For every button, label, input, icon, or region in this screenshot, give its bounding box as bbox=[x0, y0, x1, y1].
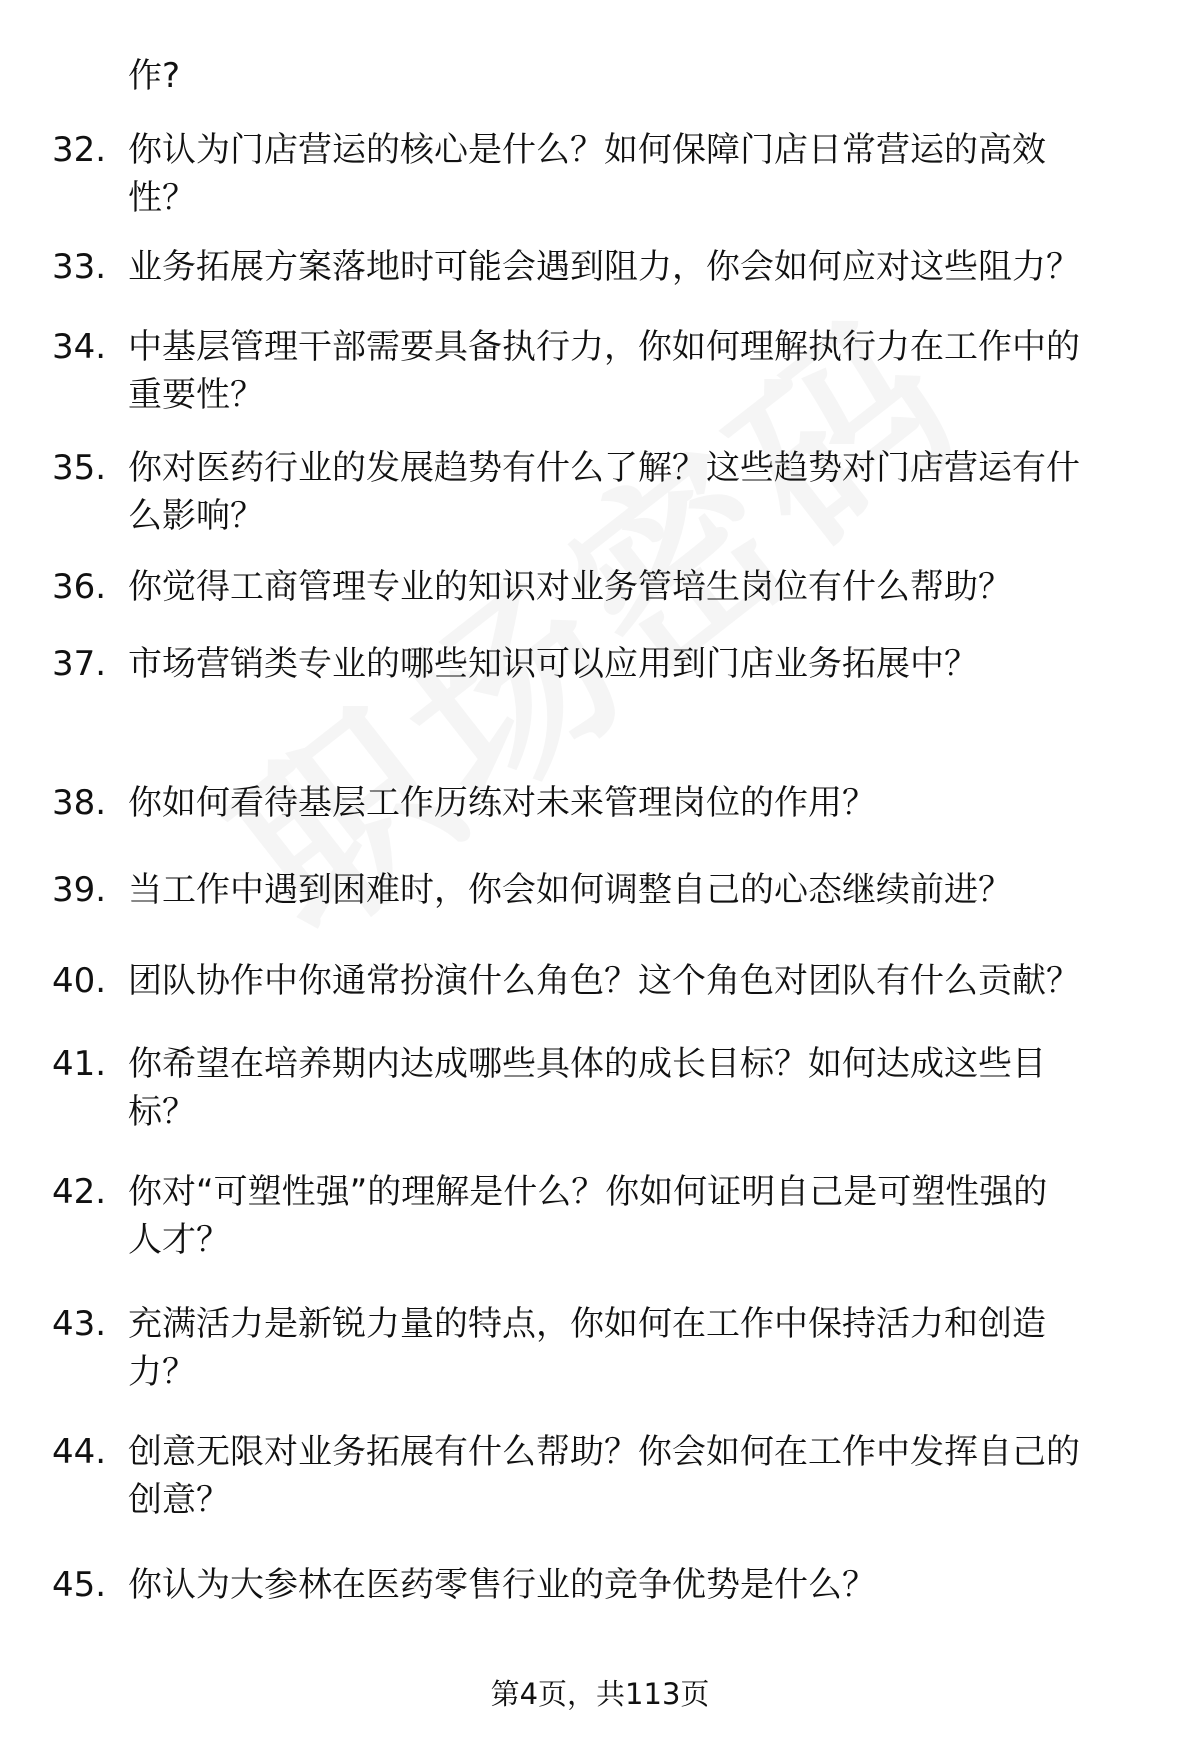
question-number: 34. bbox=[52, 327, 107, 367]
continuation-text: 作? bbox=[128, 56, 181, 96]
question-text: 你对“可塑性强”的理解是什么？你如何证明自己是可塑性强的 人才？ bbox=[128, 1172, 1048, 1260]
question-number: 38. bbox=[52, 783, 107, 823]
question-number: 36. bbox=[52, 567, 107, 607]
question-number: 41. bbox=[52, 1044, 107, 1084]
question-text: 市场营销类专业的哪些知识可以应用到门店业务拓展中？ bbox=[128, 644, 978, 684]
question-number: 35. bbox=[52, 448, 107, 488]
question-number: 40. bbox=[52, 961, 107, 1001]
question-number: 43. bbox=[52, 1304, 107, 1344]
page-footer: 第4页，共113页 bbox=[490, 1677, 710, 1711]
question-number: 42. bbox=[52, 1172, 107, 1212]
question-text: 你对医药行业的发展趋势有什么了解？这些趋势对门店营运有什 么影响？ bbox=[128, 448, 1080, 536]
question-text: 你如何看待基层工作历练对未来管理岗位的作用？ bbox=[128, 783, 876, 823]
question-text: 你希望在培养期内达成哪些具体的成长目标？如何达成这些目 标？ bbox=[128, 1044, 1046, 1132]
question-text: 你认为门店营运的核心是什么？如何保障门店日常营运的高效 性？ bbox=[128, 130, 1046, 218]
question-text: 你觉得工商管理专业的知识对业务管培生岗位有什么帮助？ bbox=[128, 567, 1012, 607]
question-text: 业务拓展方案落地时可能会遇到阻力，你会如何应对这些阻力？ bbox=[128, 247, 1080, 287]
question-number: 37. bbox=[52, 644, 107, 684]
question-number: 32. bbox=[52, 130, 107, 170]
question-number: 44. bbox=[52, 1432, 107, 1472]
question-text: 中基层管理干部需要具备执行力，你如何理解执行力在工作中的 重要性？ bbox=[128, 327, 1080, 415]
question-text: 创意无限对业务拓展有什么帮助？你会如何在工作中发挥自己的 创意？ bbox=[128, 1432, 1080, 1520]
question-text: 充满活力是新锐力量的特点，你如何在工作中保持活力和创造 力？ bbox=[128, 1304, 1046, 1392]
question-text: 你认为大参林在医药零售行业的竞争优势是什么？ bbox=[128, 1565, 876, 1605]
question-number: 39. bbox=[52, 870, 107, 910]
question-number: 45. bbox=[52, 1565, 107, 1605]
question-text: 当工作中遇到困难时，你会如何调整自己的心态继续前进？ bbox=[128, 870, 1012, 910]
question-number: 33. bbox=[52, 247, 107, 287]
question-text: 团队协作中你通常扮演什么角色？这个角色对团队有什么贡献？ bbox=[128, 961, 1080, 1001]
